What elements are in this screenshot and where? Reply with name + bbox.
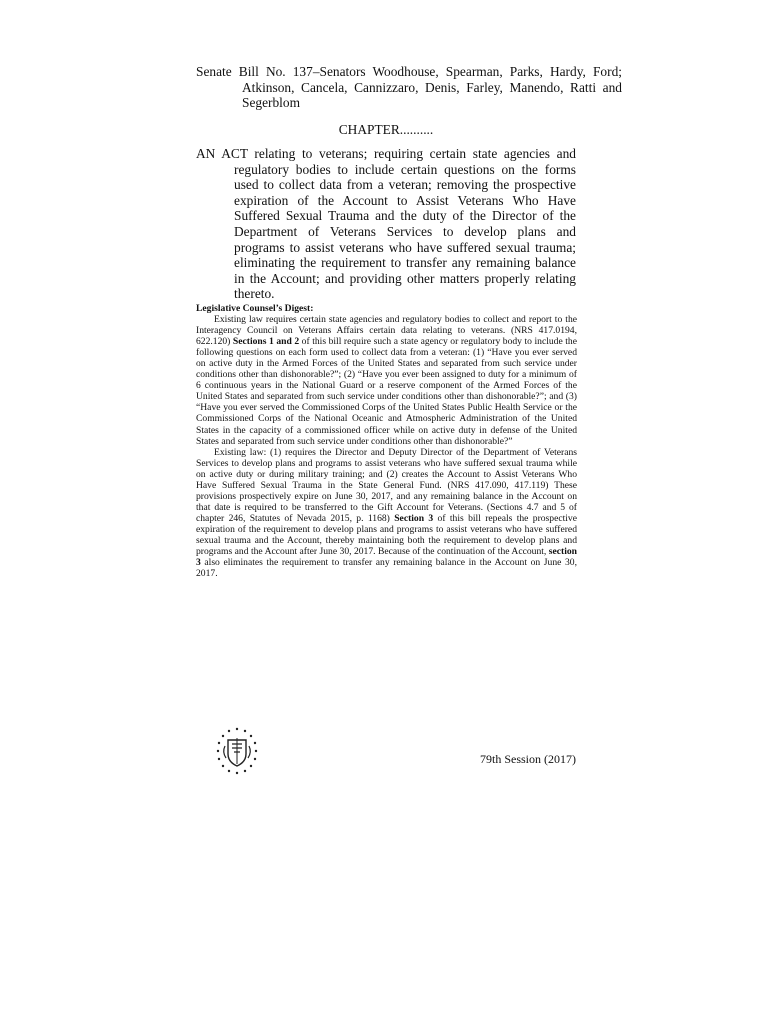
digest-title: Legislative Counsel’s Digest: [196, 303, 314, 314]
digest-p2-bold-1: Section 3 [394, 512, 434, 524]
digest-p2-text-b: of this bill repeals the prospective expiration of the requirement to develop plans and programs to assist veterans who have suffered sexual trauma and the Account, thereby maintaining both the requirement to develop plans and programs and the Account after June 30, 2017. Because of the continuation of the Account, [196, 512, 577, 558]
digest-p1-text-a: Existing law requires certain state agencies and regulatory bodies to collect and report to the Interagency Council on Veterans Affairs certain data relating to veterans. (NRS 417.0194, 622.120) [196, 314, 577, 348]
digest-paragraph-2 [196, 447, 577, 580]
digest-p1-bold: Sections 1 and 2 [232, 336, 300, 348]
bill-header: Senate Bill No. 137–Senators Woodhouse, Spearman, Parks, Hardy, Ford; Atkinson, Cancela, Cannizzaro, Denis, Farley, Manendo, Ratti and Segerblom [196, 64, 622, 110]
chapter-heading: CHAPTER.......... [338, 122, 434, 137]
legislative-digest [196, 303, 577, 579]
act-title: AN ACT relating to veterans; requiring certain state agencies and regulatory bodies to include certain questions on the forms used to collect data from a veteran; removing the prospective expiration of the Account to Assist Veterans Who Have Suffered Sexual Trauma and the duty of the Director of the Department of Veterans Services to develop plans and programs to assist veterans who have suffered sexual trauma; eliminating the requirement to transfer any remaining balance in the Account; and providing other matters properly relating thereto. [196, 146, 576, 302]
digest-p2-text-c: also eliminates the requirement to transfer any remaining balance in the Account on June 30, 2017. [196, 557, 577, 580]
nevada-state-seal-icon [214, 726, 260, 776]
digest-p1-text-b: of this bill require such a state agency or regulatory body to include the following questions on each form used to collect data from a veteran: (1) “Have you ever served on active duty in the Armed Forces of the United States and separated from such service under conditions other than dishonorable?”; (2) “Have you ever been assigned to duty for a minimum of 6 continuous years in the National Guard or a reserve component of the Armed Forces of the United States and separated from such service under conditions other than dishonorable?”; and (3) “Have you ever served the Commissioned Corps of the United States Public Health Service or the Commissioned Corps of the National Oceanic and Atmospheric Administration of the United States in the capacity of a commissioned officer while on active duty in defense of the United States and separated from such service under conditions other than dishonorable?” [196, 336, 577, 447]
digest-paragraph-1 [196, 314, 577, 447]
session-label: 79th Session (2017) [480, 752, 576, 766]
digest-p2-bold-2: section 3 [196, 546, 577, 569]
digest-p2-text-a: Existing law: (1) requires the Director and Deputy Director of the Department of Veterans Services to develop plans and programs to assist veterans who have suffered sexual trauma while on active duty or during military training; and (2) creates the Account to Assist Veterans Who Have Suffered Sexual Trauma in the State General Fund. (NRS 417.090, 417.119) These provisions prospectively expire on June 30, 2017, and any remaining balance in the Account on that date is required to be transferred to the Gift Account for Veterans. (Sections 4.7 and 5 of chapter 246, Statutes of Nevada 2015, p. 1168) [196, 446, 577, 524]
